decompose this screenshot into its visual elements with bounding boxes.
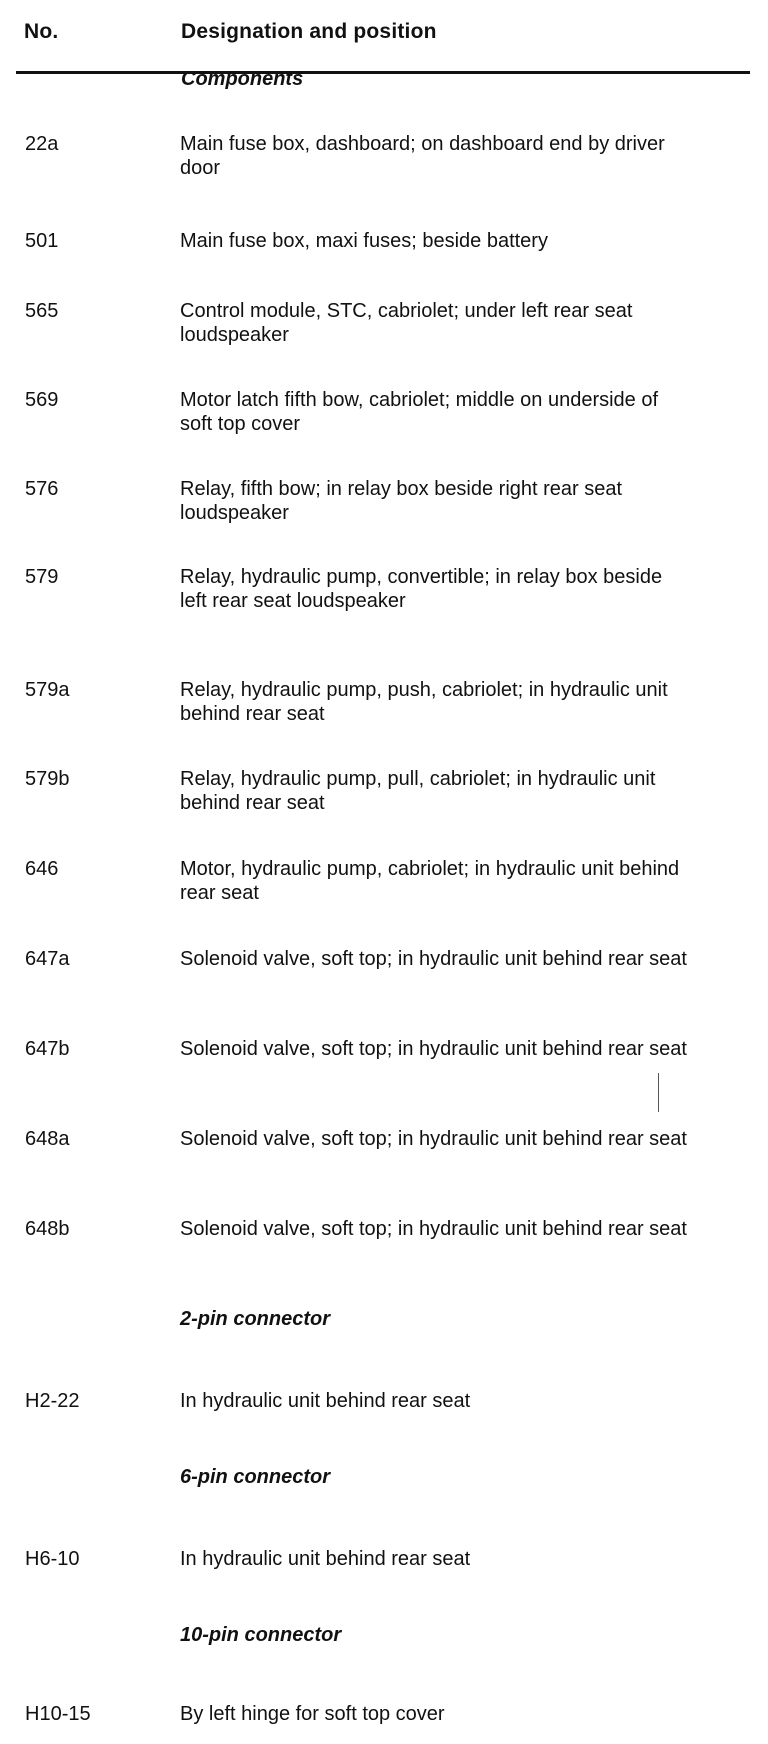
row-description: Motor latch fifth bow, cabriolet; middle on underside of soft top cover — [180, 389, 659, 435]
section-title-2-pin-connector: 2-pin connector — [180, 1308, 331, 1330]
row-description: Relay, hydraulic pump, convertible; in relay box beside left rear seat loudspeaker — [180, 566, 663, 612]
row-code: H6-10 — [25, 1548, 80, 1570]
row-description: Relay, hydraulic pump, pull, cabriolet; in hydraulic unit behind rear seat — [180, 768, 656, 814]
row-code: 647b — [25, 1038, 70, 1060]
row-description: Control module, STC, cabriolet; under left rear seat loudspeaker — [180, 300, 633, 346]
row-description: Solenoid valve, soft top; in hydraulic unit behind rear seat — [180, 1218, 687, 1240]
column-header-no: No. — [24, 20, 59, 43]
row-description: In hydraulic unit behind rear seat — [180, 1390, 471, 1412]
row-code: 22a — [25, 133, 59, 155]
header-divider — [16, 71, 750, 74]
row-description: Solenoid valve, soft top; in hydraulic unit behind rear seat — [180, 1038, 687, 1060]
row-description: Main fuse box, maxi fuses; beside battery — [180, 230, 548, 252]
row-code: 569 — [25, 389, 59, 411]
row-code: H2-22 — [25, 1390, 80, 1412]
row-description: Solenoid valve, soft top; in hydraulic unit behind rear seat — [180, 948, 687, 970]
row-code: 579 — [25, 566, 59, 588]
row-code: 501 — [25, 230, 59, 252]
row-code: 565 — [25, 300, 59, 322]
row-description: Relay, fifth bow; in relay box beside right rear seat loudspeaker — [180, 478, 623, 524]
row-code: 646 — [25, 858, 59, 880]
row-description: Main fuse box, dashboard; on dashboard end by driver door — [180, 133, 665, 179]
row-description: Relay, hydraulic pump, push, cabriolet; in hydraulic unit behind rear seat — [180, 679, 668, 725]
section-title-6-pin-connector: 6-pin connector — [180, 1466, 331, 1488]
row-description: In hydraulic unit behind rear seat — [180, 1548, 471, 1570]
row-description: By left hinge for soft top cover — [180, 1703, 445, 1725]
section-title-components: Components — [181, 68, 304, 90]
row-description: Motor, hydraulic pump, cabriolet; in hydraulic unit behind rear seat — [180, 858, 680, 904]
row-code: 579b — [25, 768, 70, 790]
row-description: Solenoid valve, soft top; in hydraulic unit behind rear seat — [180, 1128, 687, 1150]
row-code: 579a — [25, 679, 70, 701]
column-header-designation: Designation and position — [181, 20, 437, 43]
row-code: H10-15 — [25, 1703, 91, 1725]
row-code: 648b — [25, 1218, 70, 1240]
scan-mark — [658, 1073, 659, 1112]
section-title-10-pin-connector: 10-pin connector — [180, 1624, 342, 1646]
row-code: 648a — [25, 1128, 70, 1150]
row-code: 576 — [25, 478, 59, 500]
row-code: 647a — [25, 948, 70, 970]
